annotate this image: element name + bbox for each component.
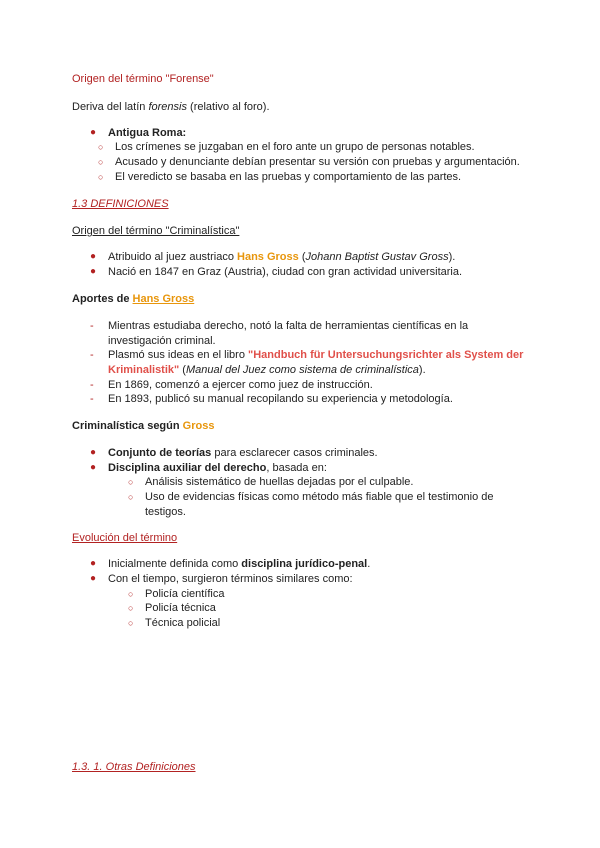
sub-bullet-icon: ○ [98, 142, 104, 152]
text: ( [298, 251, 306, 263]
gross-sub-1: Análisis sistemático de huellas dejadas por el culpable. [145, 476, 414, 488]
text: Criminalística según [72, 420, 183, 432]
text: para esclarecer casos criminales. [211, 447, 378, 459]
roma-item: Acusado y denunciante debían presentar su versión con pruebas y argumentación. [115, 156, 520, 168]
sub-bullet-icon: ○ [128, 492, 134, 502]
roma-label: Antigua Roma: [108, 127, 187, 139]
bold-text: disciplina jurídico-penal [241, 558, 368, 570]
gross-item-1 [108, 446, 378, 460]
dash-bullet-icon: - [90, 320, 94, 332]
aportes-item-4: En 1893, publicó su manual recopilando su experiencia y metodología. [108, 393, 453, 405]
text: ). [448, 251, 456, 263]
bullet-icon: ● [90, 573, 97, 584]
intro-paragraph [72, 100, 270, 114]
aportes-item-1: Mientras estudiaba derecho, notó la falta de herramientas científicas en la [108, 320, 469, 332]
gross-sub-2-cont: testigos. [145, 506, 186, 518]
book-translation: Manual del Juez como sistema de criminalística [185, 364, 419, 376]
bullet-icon: ● [90, 127, 97, 138]
roma-item: El veredicto se basaba en las pruebas y comportamiento de las partes. [115, 171, 462, 183]
criminalistica-item-2: Nació en 1847 en Graz (Austria), ciudad con gran actividad universitaria. [108, 266, 463, 278]
text: , basada en: [266, 462, 327, 474]
sub-bullet-icon: ○ [128, 618, 134, 628]
section-heading-1-3: 1.3 DEFINICIONES [72, 198, 169, 210]
roma-item: Los crímenes se juzgaban en el foro ante un grupo de personas notables. [115, 141, 475, 153]
aportes-item-3: En 1869, comenzó a ejercer como juez de instrucción. [108, 379, 373, 391]
dash-bullet-icon: - [90, 349, 94, 361]
bullet-icon: ● [90, 447, 97, 458]
text: Atribuido al juez austriaco [108, 251, 238, 263]
evolucion-item-2: Con el tiempo, surgieron términos similares como: [108, 573, 353, 585]
aportes-item-2 [108, 348, 523, 362]
sub-bullet-icon: ○ [128, 477, 134, 487]
bullet-icon: ● [90, 558, 97, 569]
text: Aportes de [72, 293, 133, 305]
bullet-icon: ● [90, 462, 97, 473]
heading-origen-forense: Origen del término "Forense" [72, 73, 214, 85]
bullet-icon: ● [90, 251, 97, 262]
hans-gross-name: Hans Gross [237, 251, 299, 263]
evolucion-sub: Técnica policial [145, 617, 221, 629]
bullet-icon: ● [90, 266, 97, 277]
intro-latin-word: forensis [148, 101, 187, 113]
dash-bullet-icon: - [90, 393, 94, 405]
text: . [367, 558, 371, 570]
section-heading-1-3-1: 1.3. 1. Otras Definiciones [72, 761, 196, 773]
text: Plasmó sus ideas en el libro [108, 349, 249, 361]
text: ( [179, 364, 186, 376]
heading-criminalistica-gross [72, 419, 214, 433]
sub-bullet-icon: ○ [98, 172, 104, 182]
text: Inicialmente definida como [108, 558, 242, 570]
book-title: "Handbuch für Untersuchungsrichter als System der [248, 349, 524, 361]
sub-bullet-icon: ○ [128, 589, 134, 599]
evolucion-sub: Policía científica [145, 588, 225, 600]
bold-text: Conjunto de teorías [108, 447, 212, 459]
book-title-cont: Kriminalistik" [108, 364, 180, 376]
heading-origen-criminalistica: Origen del término "Criminalística" [72, 225, 240, 237]
aportes-item-1-cont: investigación criminal. [108, 335, 216, 347]
dash-bullet-icon: - [90, 379, 94, 391]
evolucion-item-1 [108, 557, 370, 571]
full-name-italic: Johann Baptist Gustav Gross [305, 251, 449, 263]
sub-bullet-icon: ○ [98, 157, 104, 167]
criminalistica-item-1 [108, 250, 455, 264]
intro-text: Deriva del latín [72, 101, 149, 113]
heading-evolucion: Evolución del término [72, 532, 178, 544]
aportes-item-2-cont [108, 363, 426, 377]
sub-bullet-icon: ○ [128, 603, 134, 613]
heading-aportes [72, 292, 194, 306]
evolucion-sub: Policía técnica [145, 602, 216, 614]
gross-sub-2: Uso de evidencias físicas como método más fiable que el testimonio de [145, 491, 494, 503]
hans-gross-link: Hans Gross [132, 293, 195, 305]
bold-text: Disciplina auxiliar del derecho [108, 462, 267, 474]
gross-item-2 [108, 461, 327, 475]
text: ). [418, 364, 426, 376]
intro-text-end: (relativo al foro). [186, 101, 270, 113]
gross-name: Gross [182, 420, 215, 432]
